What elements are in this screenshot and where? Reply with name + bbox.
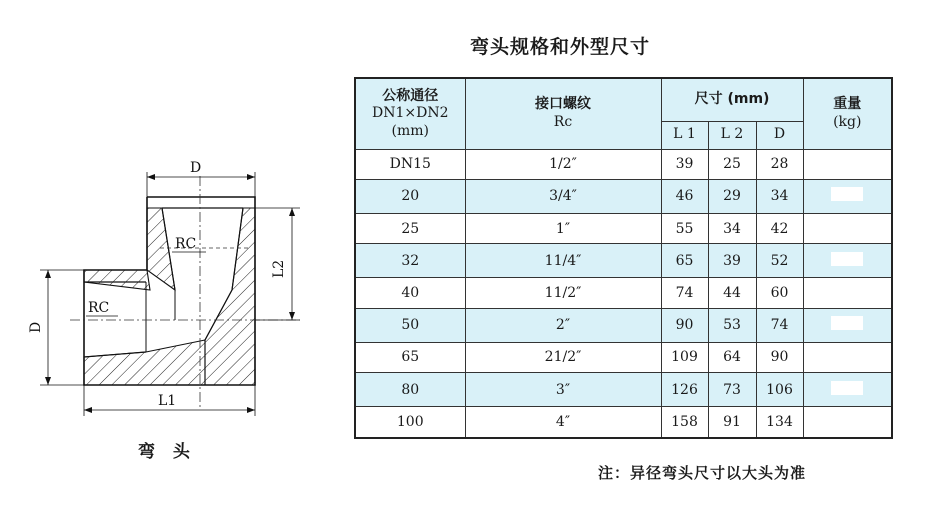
header-thread-line1: 接口螺纹	[535, 96, 591, 113]
dim-d-top: D	[190, 160, 202, 176]
cell-weight	[803, 342, 892, 372]
table-row	[355, 179, 892, 213]
header-weight-line1: 重量	[833, 96, 862, 113]
cell-l2: 53	[708, 308, 756, 342]
cell-l2: 25	[708, 149, 756, 179]
cell-l2: 64	[708, 342, 756, 372]
header-l2: L 2	[708, 121, 756, 149]
rc-left-label: RC	[88, 300, 110, 316]
header-nominal-line3: (mm)	[391, 122, 429, 139]
page-title: 弯头规格和外型尺寸	[470, 36, 651, 58]
header-thread-line2: Rc	[553, 113, 573, 130]
cell-d: 74	[756, 308, 803, 342]
table-row	[355, 278, 892, 308]
cell-rc: 3″	[465, 373, 661, 407]
cell-weight	[803, 278, 892, 308]
cell-l1: 158	[661, 407, 708, 438]
header-nominal-line2: DN1×DN2	[372, 105, 449, 121]
cell-l2: 39	[708, 244, 756, 278]
cell-weight	[803, 244, 892, 278]
cell-l2: 34	[708, 213, 756, 243]
cell-rc: 21/2″	[465, 342, 661, 372]
cell-l2: 44	[708, 278, 756, 308]
table-row	[355, 308, 892, 342]
cell-dn: 80	[355, 373, 465, 407]
table-row	[355, 149, 892, 179]
header-nominal	[355, 78, 465, 149]
cell-weight	[803, 308, 892, 342]
cell-weight	[803, 407, 892, 438]
cell-dn: 20	[355, 179, 465, 213]
dim-l1: L1	[158, 393, 177, 409]
dim-l2: L2	[271, 259, 287, 278]
cell-dn: 32	[355, 244, 465, 278]
wall-left-bottom	[84, 340, 205, 385]
cell-l2: 29	[708, 179, 756, 213]
cell-d: 52	[756, 244, 803, 278]
wall-left-top	[84, 270, 150, 290]
table-row	[355, 342, 892, 372]
cell-weight	[803, 179, 892, 213]
cell-dn: 50	[355, 308, 465, 342]
cell-rc: 2″	[465, 308, 661, 342]
cell-rc: 11/4″	[465, 244, 661, 278]
cell-dn: 25	[355, 213, 465, 243]
header-l1: L 1	[661, 121, 708, 149]
rc-top-label: RC	[175, 236, 197, 252]
cell-d: 34	[756, 179, 803, 213]
cell-weight	[803, 149, 892, 179]
cell-rc: 1″	[465, 213, 661, 243]
cell-l1: 126	[661, 373, 708, 407]
cell-l1: 65	[661, 244, 708, 278]
cell-rc: 11/2″	[465, 278, 661, 308]
table-row	[355, 373, 892, 407]
cell-dn: 100	[355, 407, 465, 438]
header-weight-line2: (kg)	[833, 113, 862, 130]
wall-top-left	[147, 208, 175, 290]
cell-l2: 91	[708, 407, 756, 438]
cell-rc: 3/4″	[465, 179, 661, 213]
cell-d: 28	[756, 149, 803, 179]
cell-rc: 4″	[465, 407, 661, 438]
cell-l1: 109	[661, 342, 708, 372]
cell-l2: 73	[708, 373, 756, 407]
spec-table	[354, 77, 893, 439]
cell-d: 90	[756, 342, 803, 372]
cell-weight	[803, 213, 892, 243]
header-thread	[465, 78, 661, 149]
cell-rc: 1/2″	[465, 149, 661, 179]
cell-dn: DN15	[355, 149, 465, 179]
cell-l1: 55	[661, 213, 708, 243]
cell-dn: 40	[355, 278, 465, 308]
header-weight	[803, 78, 892, 149]
table-row	[355, 244, 892, 278]
cell-l1: 39	[661, 149, 708, 179]
cell-dn: 65	[355, 342, 465, 372]
header-d: D	[756, 121, 803, 149]
cell-d: 60	[756, 278, 803, 308]
drawing-caption: 弯 头	[138, 442, 196, 462]
header-dimensions: 尺寸 (mm)	[661, 78, 803, 121]
header-nominal-line1: 公称通径	[382, 87, 439, 104]
cell-d: 134	[756, 407, 803, 438]
cell-weight	[803, 373, 892, 407]
cell-d: 106	[756, 373, 803, 407]
wall-top-right	[205, 208, 255, 385]
table-row	[355, 213, 892, 243]
cell-l1: 46	[661, 179, 708, 213]
table-row	[355, 407, 892, 438]
cell-l1: 90	[661, 308, 708, 342]
dim-d-left: D	[28, 321, 44, 333]
cell-l1: 74	[661, 278, 708, 308]
cell-d: 42	[756, 213, 803, 243]
footnote: 注：异径弯头尺寸以大头为准	[598, 464, 807, 482]
